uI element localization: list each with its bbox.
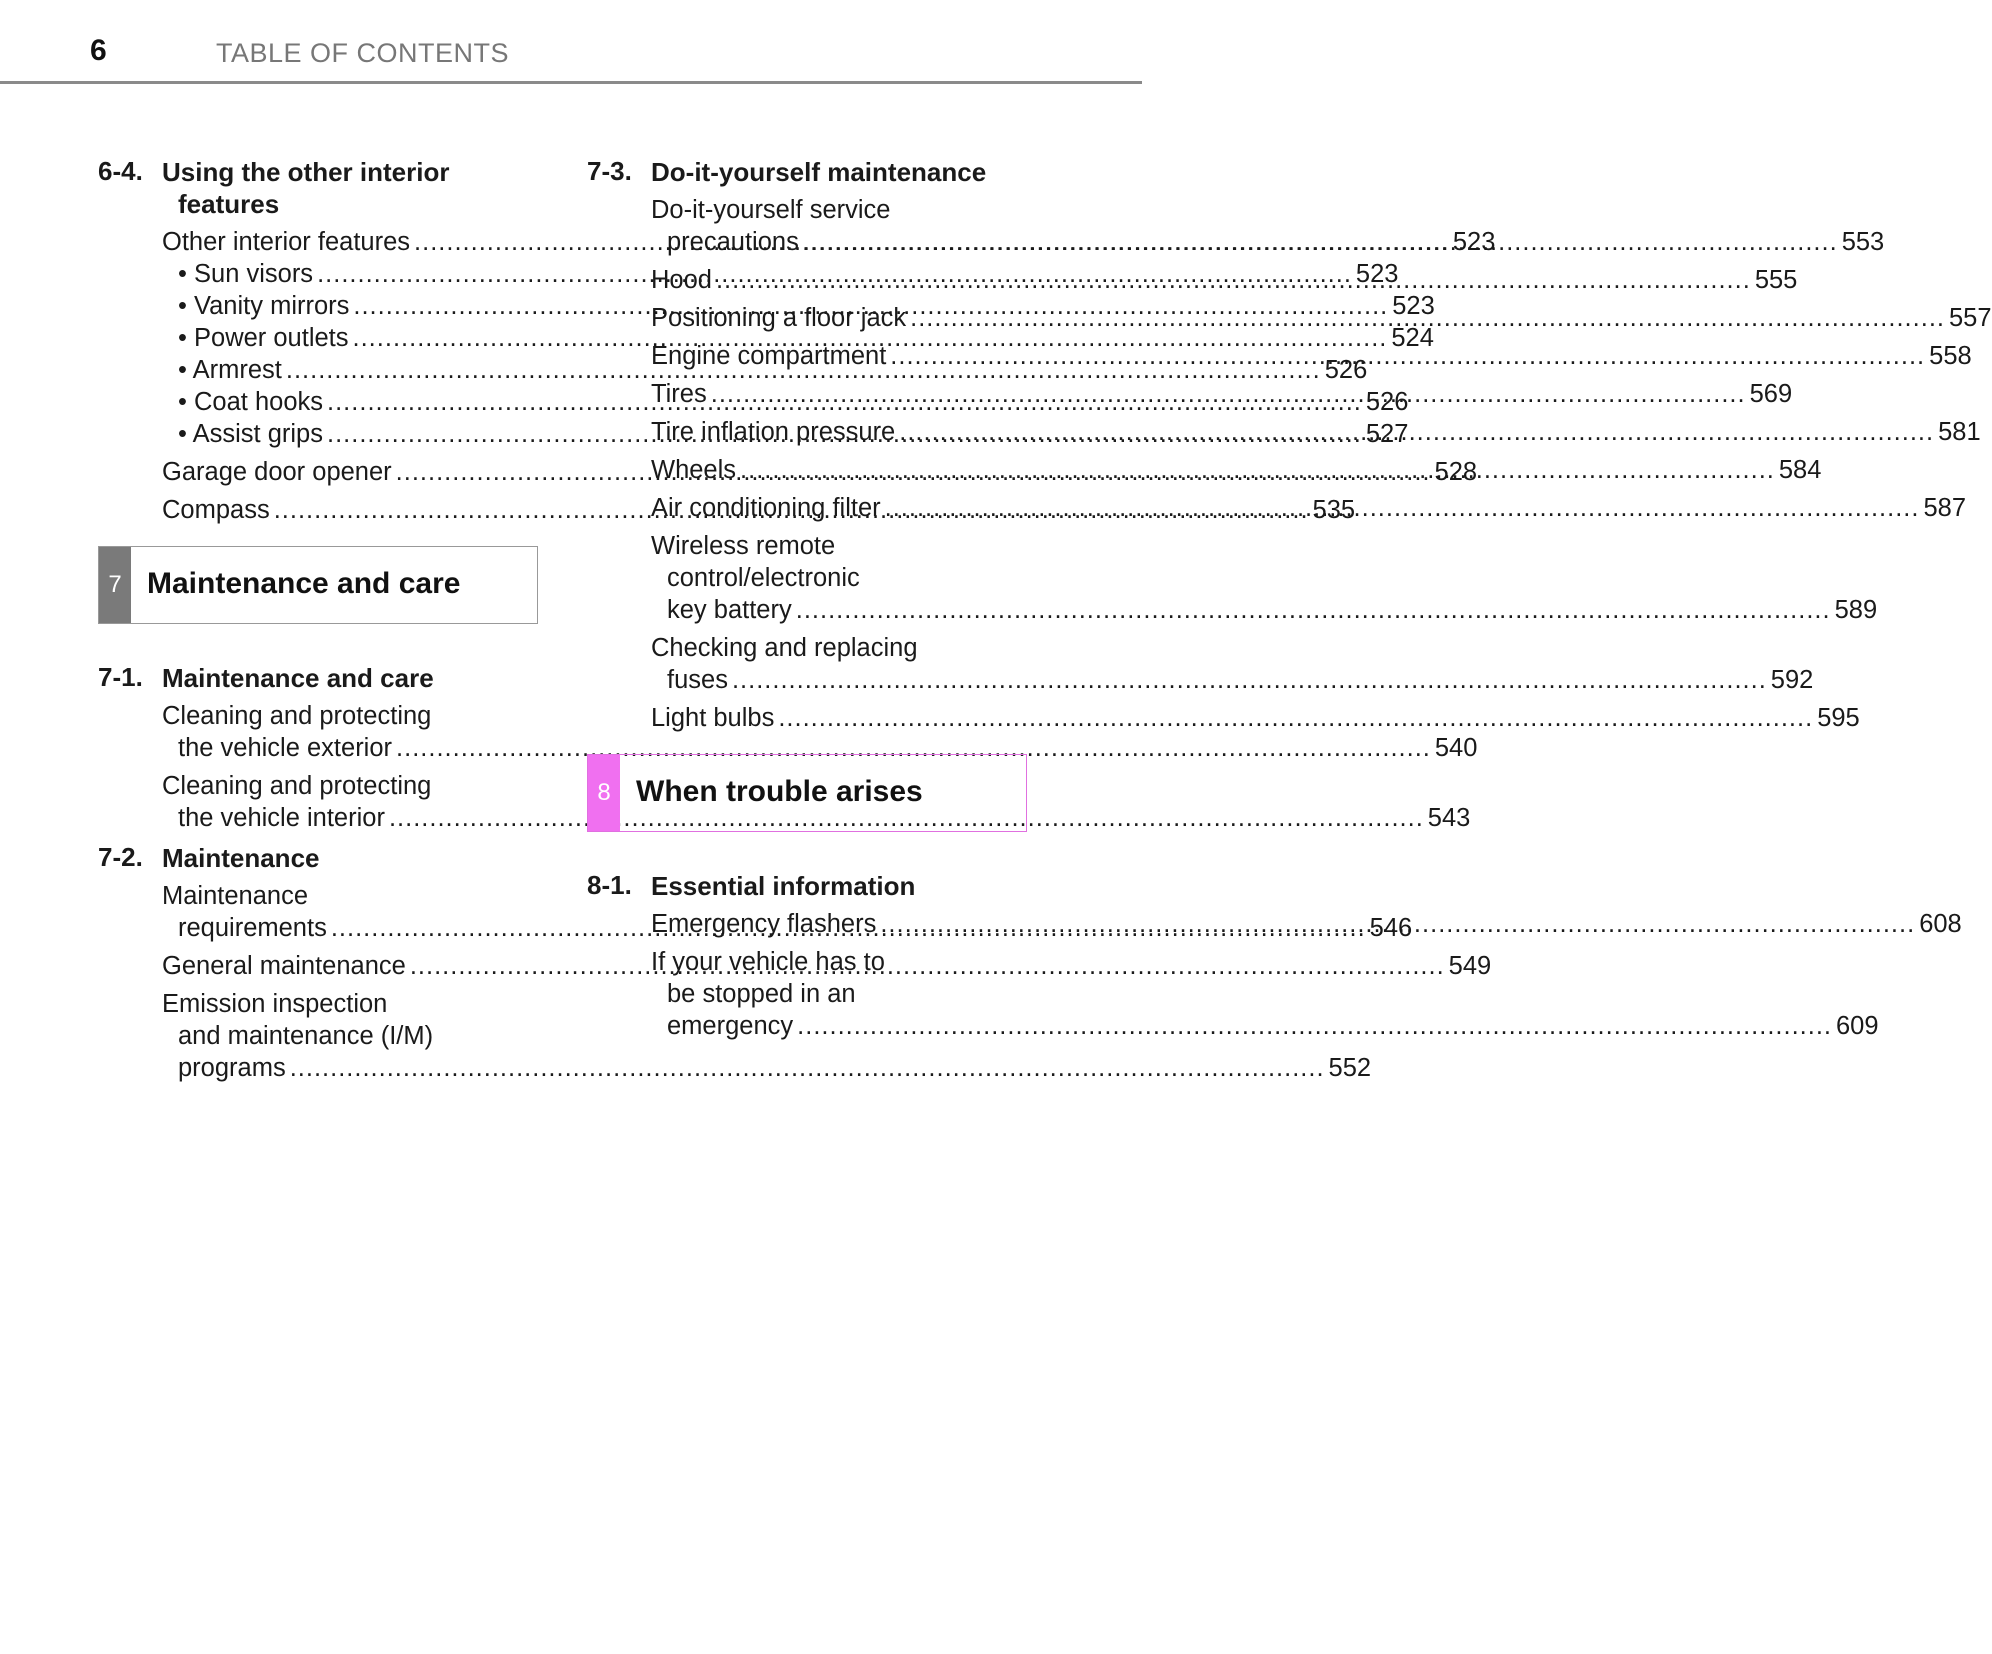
- section-title: Do-it-yourself maintenance: [651, 157, 987, 187]
- chapter-8-banner[interactable]: [587, 754, 1027, 832]
- toc-subentry-coat-hooks[interactable]: • Coat hooks ..... 526: [98, 386, 538, 418]
- toc-entry-air-conditioning-filter[interactable]: Air conditioning filter ..... 587: [587, 492, 1027, 524]
- section-title: Using the other interior features: [162, 157, 450, 219]
- section-title: Maintenance: [162, 843, 320, 873]
- toc-entry-cleaning-exterior[interactable]: Cleaning and protecting the vehicle exterior..... 540: [98, 700, 538, 764]
- section-number: 8-1.: [587, 870, 632, 900]
- toc-entry-general-maintenance[interactable]: General maintenance ..... 549: [98, 950, 538, 982]
- toc-entry-engine-compartment[interactable]: Engine compartment ..... 558: [587, 340, 1027, 372]
- chapter-tab: 8: [588, 755, 620, 831]
- toc-entry-emission-inspection[interactable]: Emission inspection and maintenance (I/M) programs..... 552: [98, 988, 538, 1084]
- toc-entry-emergency-stop[interactable]: If your vehicle has to be stopped in an emergency..... 609: [587, 946, 1027, 1042]
- toc-entry-wheels[interactable]: Wheels ..... 584: [587, 454, 1027, 486]
- section-number: 6-4.: [98, 156, 143, 186]
- section-number: 7-1.: [98, 662, 143, 692]
- section-7-2: [98, 842, 538, 874]
- chapter-7-banner[interactable]: [98, 546, 538, 624]
- toc-subentry-vanity-mirrors[interactable]: • Vanity mirrors ..... 523: [98, 290, 538, 322]
- toc-entry-garage-door-opener[interactable]: Garage door opener ..... 528: [98, 456, 538, 488]
- toc-entry-floor-jack[interactable]: Positioning a floor jack ..... 557: [587, 302, 1027, 334]
- section-title: Essential information: [651, 871, 916, 901]
- chapter-title: Maintenance and care: [147, 567, 461, 600]
- page-number: 6: [90, 34, 107, 67]
- section-6-4: [98, 156, 538, 220]
- section-7-1: [98, 662, 538, 694]
- section-title: Maintenance and care: [162, 663, 434, 693]
- section-8-1: [587, 870, 1027, 902]
- toc-entry-compass[interactable]: Compass ..... 535: [98, 494, 538, 526]
- toc-entry-fuses[interactable]: Checking and replacing fuses..... 592: [587, 632, 1027, 696]
- toc-subentry-assist-grips[interactable]: • Assist grips ..... 527: [98, 418, 538, 450]
- toc-entry-light-bulbs[interactable]: Light bulbs ..... 595: [587, 702, 1027, 734]
- page-header: [0, 0, 1142, 84]
- header-title: TABLE OF CONTENTS: [216, 38, 510, 68]
- chapter-title: When trouble arises: [636, 775, 923, 808]
- toc-subentry-power-outlets[interactable]: • Power outlets ..... 524: [98, 322, 538, 354]
- toc-subentry-sun-visors[interactable]: • Sun visors ..... 523: [98, 258, 538, 290]
- toc-subentry-armrest[interactable]: • Armrest ..... 526: [98, 354, 538, 386]
- toc-entry-other-interior-features[interactable]: Other interior features ..... 523: [98, 226, 538, 258]
- toc-entry-tire-inflation-pressure[interactable]: Tire inflation pressure ..... 581: [587, 416, 1027, 448]
- section-number: 7-2.: [98, 842, 143, 872]
- toc-entry-hood[interactable]: Hood ..... 555: [587, 264, 1027, 296]
- chapter-tab: 7: [99, 547, 131, 623]
- section-number: 7-3.: [587, 156, 632, 186]
- toc-entry-diy-service-precautions[interactable]: Do-it-yourself service precautions..... 553: [587, 194, 1027, 258]
- toc-entry-cleaning-interior[interactable]: Cleaning and protecting the vehicle interior..... 543: [98, 770, 538, 834]
- toc-entry-tires[interactable]: Tires ..... 569: [587, 378, 1027, 410]
- toc-entry-maintenance-requirements[interactable]: Maintenance requirements..... 546: [98, 880, 538, 944]
- toc-entry-key-battery[interactable]: Wireless remote control/electronic key battery..... 589: [587, 530, 1027, 626]
- section-7-3: [587, 156, 1027, 188]
- toc-entry-emergency-flashers[interactable]: Emergency flashers ..... 608: [587, 908, 1027, 940]
